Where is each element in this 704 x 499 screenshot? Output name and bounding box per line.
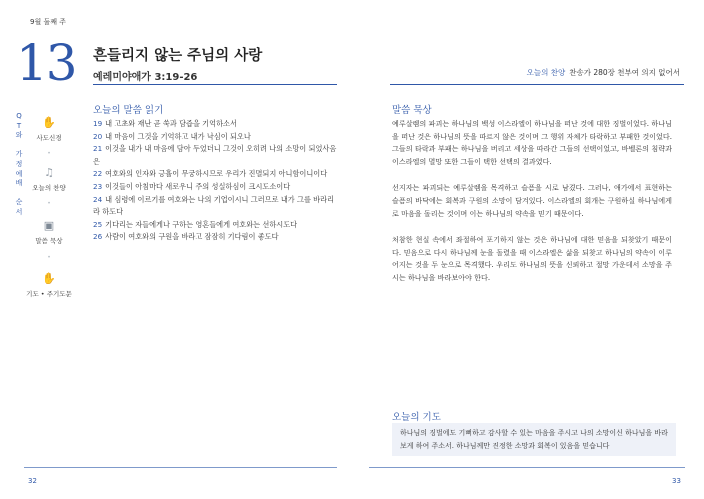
qt-char: 정 <box>15 159 23 168</box>
qt-char: 와 <box>15 131 23 140</box>
verse-text: 이것을 내가 내 마음에 담아 두었더니 그것이 오히려 나의 소망이 되었사옴은 <box>93 144 337 166</box>
qt-char: 서 <box>15 207 23 216</box>
bottom-rule-left <box>24 467 337 468</box>
verse <box>93 143 337 168</box>
page-title: 흔들리지 않는 주님의 사랑 <box>93 48 263 64</box>
verse-number: 19 <box>93 119 103 128</box>
qt-spacer <box>15 141 23 151</box>
verse <box>93 131 337 144</box>
verse-number: 22 <box>93 169 103 179</box>
sidebar-dot: • <box>47 150 51 157</box>
sidebar-item-creed <box>19 116 79 142</box>
music-note-icon: ♫ <box>44 166 54 179</box>
top-rule-left <box>93 84 337 85</box>
meditation-heading: 말씀 묵상 <box>392 105 432 116</box>
scripture-reference: 예레미야애가 3:19-26 <box>93 72 198 83</box>
verse-number: 23 <box>93 181 103 191</box>
verse <box>93 194 337 219</box>
verse-list <box>93 118 337 244</box>
sidebar-item-label: 기도 • 주기도문 <box>26 290 72 298</box>
week-label: 9월 둘째 주 <box>30 18 66 26</box>
verse <box>93 231 337 244</box>
meditation-paragraph: 예루살렘의 파괴는 하나님의 백성 이스라엘이 하나님을 떠난 것에 대한 징벌이었다. 하나님을 떠난 것은 하나님의 뜻을 따르지 않은 것이며 그 행위 자체가 타락하고 부패한 것이었다. 그들의 타락과 부패는 하나님을 버리고 세상을 따라간 그들의 선택이었고, 바벨론의 침략과 이스라엘의 멸망 또한 그들이 택한 선택의 결과였다. <box>392 119 672 166</box>
meditation-paragraph: 선지자는 파괴되는 예루살렘을 목격하고 슬픔을 시로 남겼다. 그러나, 애가에서 표현하는 슬픔의 바닥에는 회복과 구원의 소망이 담겨있다. 이스라엘의 회개는 구원하실 하나님에게로 마음을 돌리는 것이며 이는 하나님의 약속을 믿기 때문이다. <box>392 183 672 218</box>
verse-text: 기다리는 자들에게나 구하는 영혼들에게 여호와는 선하시도다 <box>105 219 298 229</box>
reading-heading: 오늘의 말씀 읽기 <box>93 105 164 116</box>
verse <box>93 118 337 131</box>
page-number-left: 32 <box>28 477 37 485</box>
verse-number: 20 <box>93 131 103 141</box>
bottom-rule-right <box>369 467 685 468</box>
bible-book-icon: ▣ <box>43 219 55 232</box>
sidebar-item-meditation <box>19 219 79 245</box>
sidebar-item-label: 오늘의 찬양 <box>32 184 66 192</box>
verse-text: 내 심령에 이르기를 여호와는 나의 기업이시니 그러므로 내가 그를 바라리라 하도다 <box>93 194 335 217</box>
hymn-text: 찬송가 280장 천부여 의지 없어서 <box>569 68 680 77</box>
praying-hands-icon: ✋ <box>42 272 56 285</box>
verse <box>93 168 337 181</box>
meditation-paragraph: 처참한 현실 속에서 좌절하여 포기하지 않는 것은 하나님에 대한 믿음을 되찾았기 때문이다. 믿음으로 다시 하나님께 눈을 돌렸을 때 이스라엘은 삶을 되찾고 하나님의 약속이 이루어지는 것을 두 눈으로 목격했다. 우리도 하나님의 뜻을 신뢰하고 절망 가운데서 소망을 주시는 하나님을 바라보아야 한다. <box>392 235 672 282</box>
verse-number: 25 <box>93 219 103 229</box>
qt-char: 예 <box>15 169 23 178</box>
hymn-label: 오늘의 찬양 <box>526 68 566 77</box>
verse-text: 이것들이 아침마다 새로우니 주의 성실하심이 크시도소이다 <box>105 181 291 191</box>
sidebar-dot: • <box>47 200 51 207</box>
verse-text: 사람이 여호와의 구원을 바라고 잠잠히 기다림이 좋도다 <box>105 232 279 242</box>
praying-hands-icon: ✋ <box>42 116 56 129</box>
verse-number: 26 <box>93 232 103 242</box>
prayer-box: 하나님의 징벌에도 기뻐하고 감사할 수 있는 마음을 주시고 나의 소망이신 하나님을 바라보게 하여 주소서. 하나님께만 진정한 소망과 회복이 있음을 믿습니다 <box>392 423 676 456</box>
verse-text: 내 고초와 재난 곧 쑥과 담즙을 기억하소서 <box>105 119 237 128</box>
qt-char: 배 <box>15 179 23 188</box>
page-number-right: 33 <box>672 477 681 485</box>
verse-number: 24 <box>93 194 103 204</box>
sidebar-item-prayer <box>19 272 79 298</box>
top-rule-right <box>390 84 684 85</box>
verse <box>93 219 337 232</box>
verse <box>93 181 337 194</box>
qt-char: 가 <box>15 150 23 159</box>
verse-number: 21 <box>93 144 103 154</box>
day-number: 13 <box>16 34 76 92</box>
verse-text: 내 마음이 그것을 기억하고 내가 낙심이 되오나 <box>105 131 251 141</box>
qt-char: T <box>16 121 22 130</box>
sidebar-dot: • <box>47 254 51 261</box>
verse-text: 여호와의 인자와 긍휼이 무궁하시므로 우리가 진멸되지 아니함이니이다 <box>105 169 328 179</box>
sidebar-item-label: 사도신경 <box>36 134 62 142</box>
sidebar-item-label: 말씀 묵상 <box>35 237 63 245</box>
qt-char: Q <box>16 112 22 120</box>
qt-char: 순 <box>15 198 23 207</box>
sidebar-item-hymn <box>19 166 79 192</box>
meditation-body <box>392 118 672 299</box>
hymn-line <box>527 67 680 78</box>
prayer-heading: 오늘의 기도 <box>392 412 441 423</box>
